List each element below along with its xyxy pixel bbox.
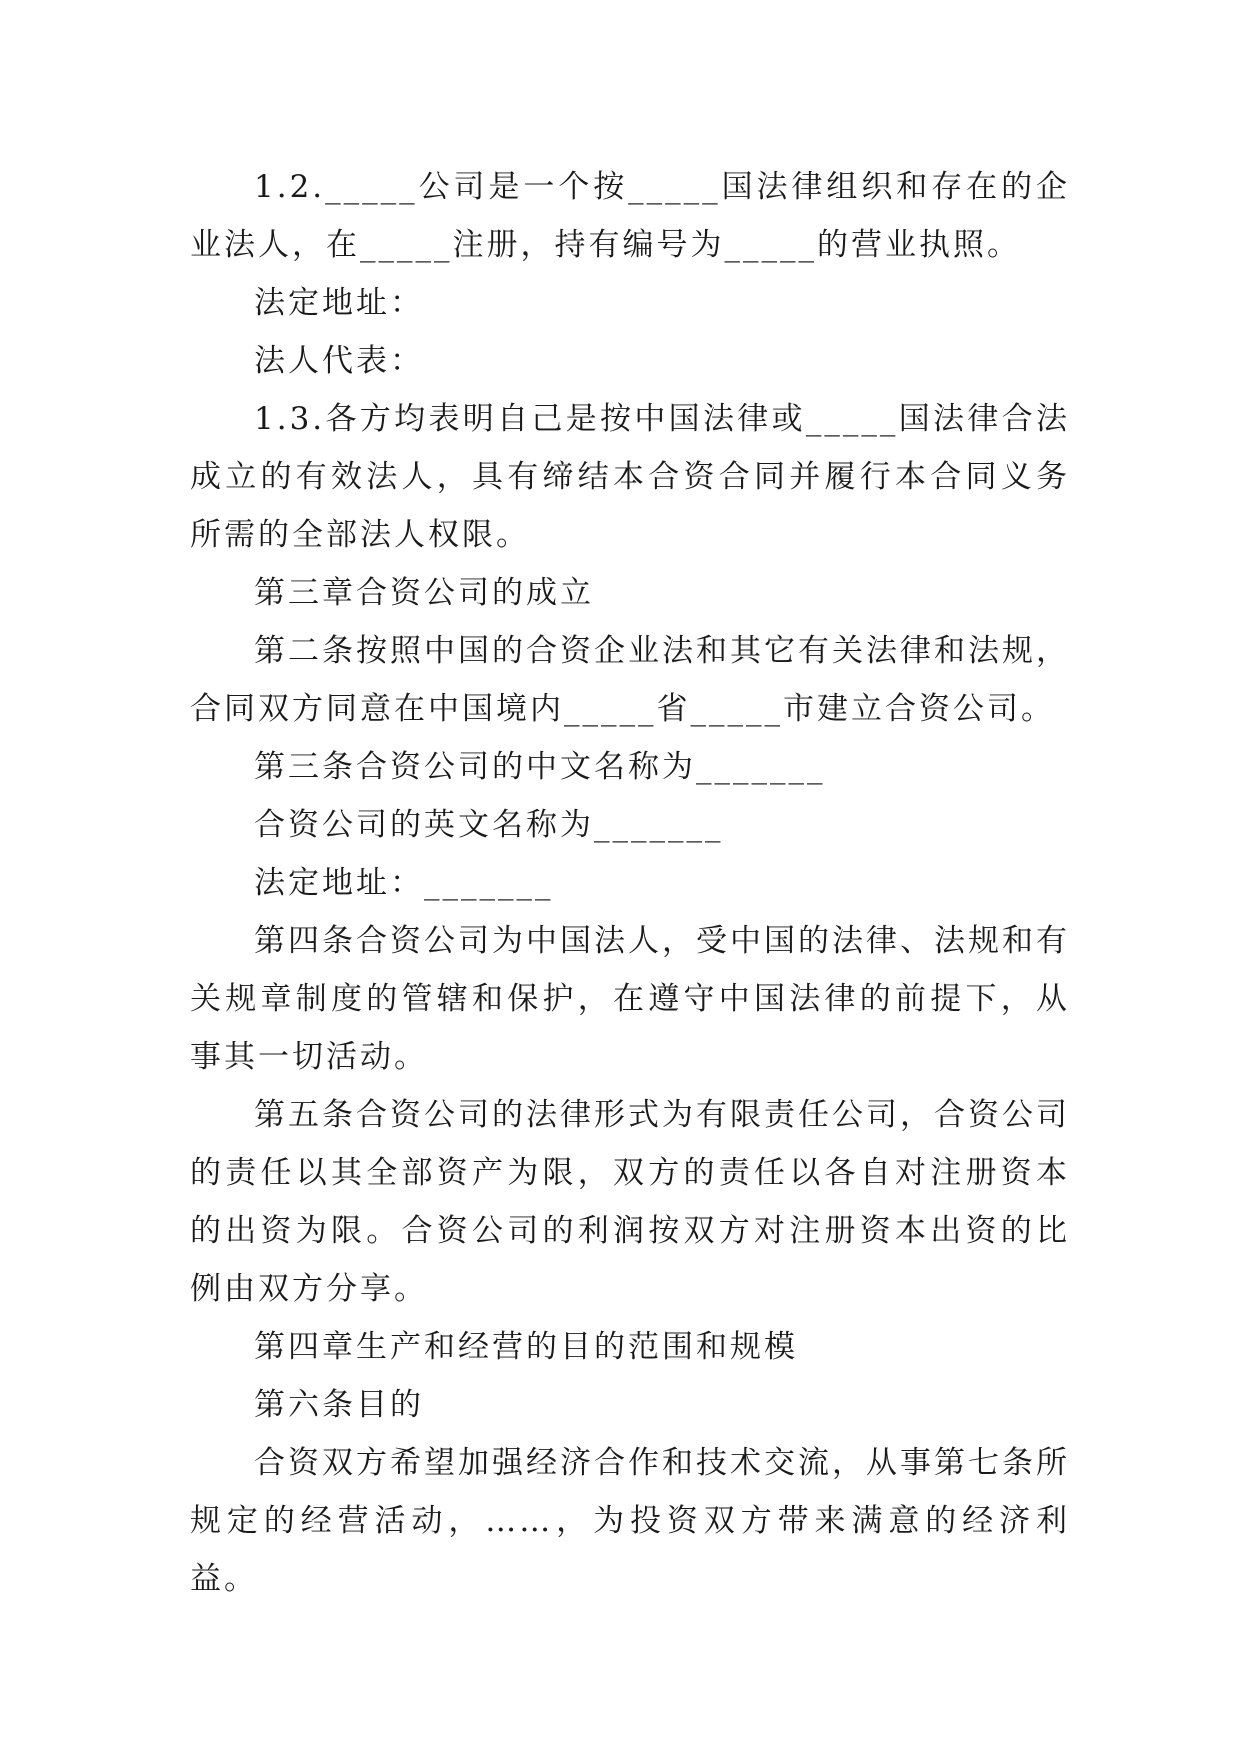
article-3-english-name: 合资公司的英文名称为_______: [254, 807, 724, 843]
article-4: 第四条合资公司为中国法人，受中国的法律、法规和有关规章制度的管辖和保护，在遵守中国法律的前提下，从事其一切活动。: [190, 923, 1070, 1075]
article-6-body: 合资双方希望加强经济合作和技术交流，从事第七条所规定的经营活动，……，为投资双方带来满意的经济利益。: [190, 1445, 1070, 1597]
paragraph-legal-address: 法定地址：: [254, 285, 424, 321]
article-3-chinese-name: 第三条合资公司的中文名称为_______: [254, 749, 826, 785]
paragraph-1-2: 1.2._____公司是一个按_____国法律组织和存在的企业法人，在_____注册，持有编号为_____的营业执照。: [190, 169, 1070, 263]
document-body: [190, 158, 1070, 1608]
article-6-heading: 第六条目的: [254, 1387, 424, 1423]
chapter-3-heading: 第三章合资公司的成立: [254, 575, 594, 611]
article-3-legal-address: 法定地址：_______: [254, 865, 554, 901]
article-5: 第五条合资公司的法律形式为有限责任公司，合资公司的责任以其全部资产为限，双方的责任以各自对注册资本的出资为限。合资公司的利润按双方对注册资本出资的比例由双方分享。: [190, 1097, 1070, 1307]
chapter-4-heading: 第四章生产和经营的目的范围和规模: [254, 1329, 798, 1365]
article-2: 第二条按照中国的合资企业法和其它有关法律和法规，合同双方同意在中国境内_____省_____市建立合资公司。: [190, 633, 1070, 727]
paragraph-1-3: 1.3.各方均表明自己是按中国法律或_____国法律合法成立的有效法人，具有缔结本合资合同并履行本合同义务所需的全部法人权限。: [190, 401, 1070, 553]
paragraph-legal-representative: 法人代表：: [254, 343, 424, 379]
